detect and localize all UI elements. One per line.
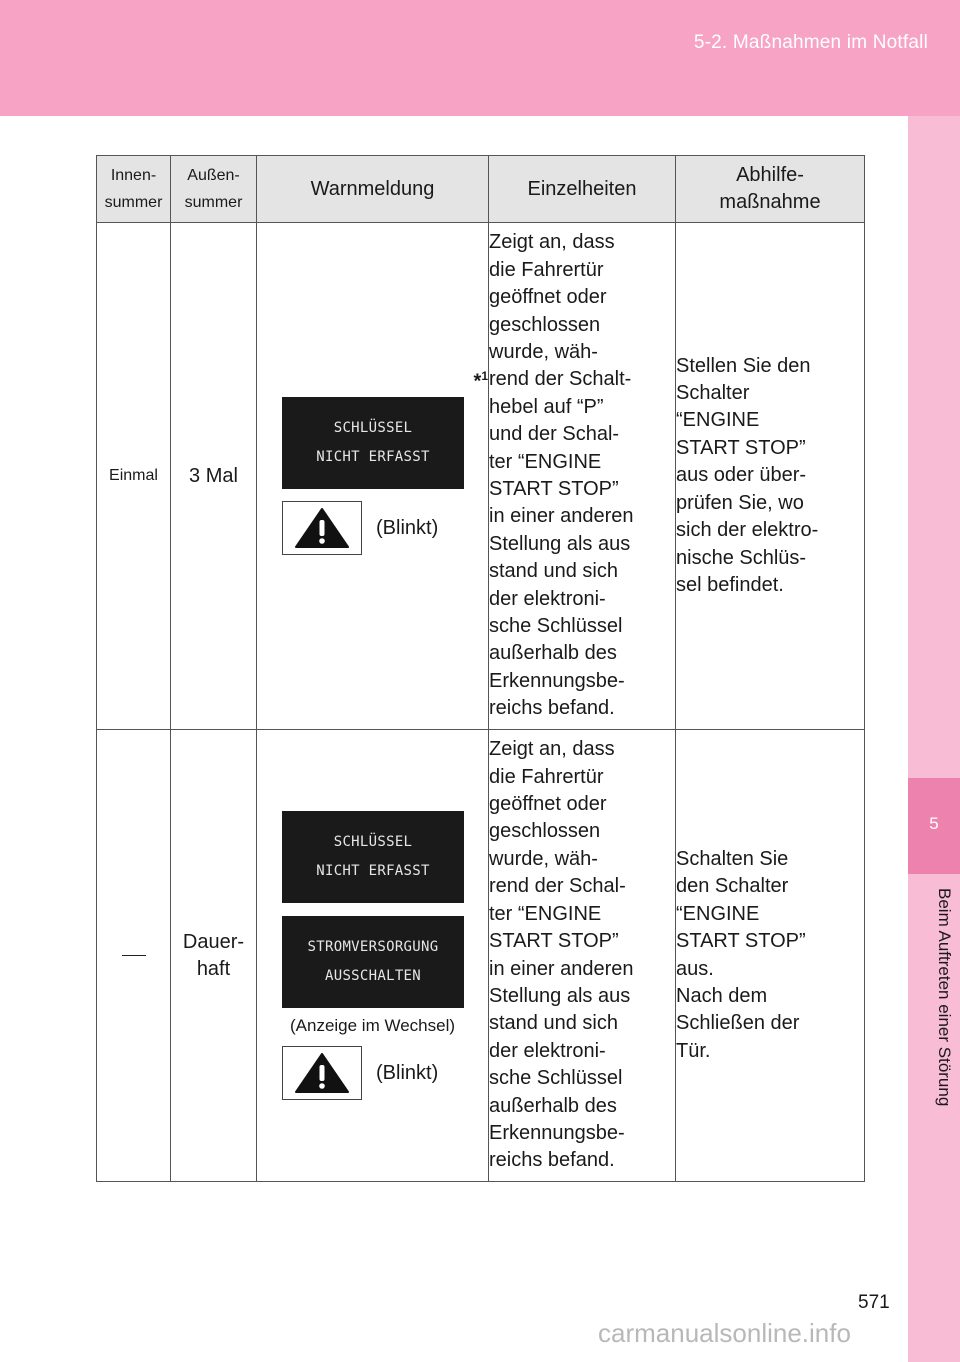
- details-line: sche Schlüssel: [489, 615, 623, 638]
- details-line: der elektroni-: [489, 1039, 606, 1062]
- remedy-line: START STOP”: [676, 436, 806, 459]
- details-line: hebel auf “P”: [489, 395, 604, 418]
- remedy-line: “ENGINE: [676, 902, 760, 925]
- remedy-line: Tür.: [676, 1039, 711, 1062]
- remedy-line: Stellen Sie den: [676, 354, 811, 377]
- page-number: 571: [858, 1292, 890, 1313]
- header-inner-line1: Innen-: [110, 167, 157, 184]
- table-row: [97, 730, 865, 1182]
- details-line: ter “ENGINE: [489, 902, 602, 925]
- details-line: geschlossen: [489, 820, 601, 843]
- details-cell: [489, 730, 676, 1182]
- remedy-line: den Schalter: [676, 875, 789, 898]
- chapter-side-strip: [908, 116, 960, 1362]
- alternate-note: (Anzeige im Wechsel): [289, 1016, 456, 1035]
- watermark: carmanualsonline.info: [598, 1318, 851, 1348]
- details-line: die Fahrertür: [489, 765, 604, 788]
- message-cell: [257, 730, 489, 1182]
- details-line: Zeigt an, dass: [489, 738, 615, 761]
- details-line: wurde, wäh-: [489, 340, 598, 363]
- display-key-not-detected: [282, 811, 464, 903]
- none-dash: [122, 955, 146, 956]
- remedy-line: START STOP”: [676, 930, 806, 953]
- warning-indicator: [282, 501, 488, 555]
- remedy-line: nische Schlüs-: [676, 546, 807, 569]
- header-remedy-line1: Abhilfe-: [736, 164, 804, 186]
- display-line: SCHLÜSSEL: [333, 834, 413, 850]
- details-line: außerhalb des: [489, 1094, 617, 1117]
- details-line: in einer anderen: [489, 505, 634, 528]
- details-line: Stellung als aus: [489, 984, 631, 1007]
- header-details: Einzelheiten: [489, 156, 676, 223]
- details-line: reichs befand.: [489, 1149, 615, 1172]
- details-line: wurde, wäh-: [489, 847, 598, 870]
- chapter-title: Beim Auftreten einer Störung: [935, 888, 954, 1107]
- details-line: rend der Schal-: [489, 875, 626, 898]
- details-cell: [489, 223, 676, 730]
- inner-buzzer-cell: [97, 730, 171, 1182]
- outer-buzzer-line: Dauer-: [182, 930, 245, 953]
- table-header-row: [97, 156, 865, 223]
- message-cell: [257, 223, 489, 730]
- remedy-cell: [676, 730, 865, 1182]
- display-line: SCHLÜSSEL: [333, 420, 413, 436]
- warning-table: [96, 155, 865, 1182]
- remedy-line: “ENGINE: [676, 409, 760, 432]
- header-remedy-line2: maßnahme: [719, 191, 821, 213]
- header-outer-line1: Außen-: [187, 167, 240, 184]
- remedy-line: Nach dem: [676, 984, 768, 1007]
- remedy-line: prüfen Sie, wo: [676, 491, 804, 514]
- outer-buzzer-cell: [171, 730, 257, 1182]
- remedy-line: aus.: [676, 957, 714, 980]
- inner-buzzer-cell: Einmal: [97, 223, 171, 730]
- display-power-off: [282, 916, 464, 1008]
- warning-indicator: [282, 1046, 488, 1100]
- table-row: [97, 223, 865, 730]
- remedy-line: Schalten Sie: [676, 847, 789, 870]
- display-key-not-detected: [282, 397, 464, 489]
- display-group: [257, 811, 488, 1100]
- remedy-line: sel befindet.: [676, 573, 784, 596]
- details-line: und der Schal-: [489, 423, 620, 446]
- chapter-tab: [908, 778, 960, 874]
- details-line: stand und sich: [489, 560, 618, 583]
- details-line: geöffnet oder: [489, 793, 607, 816]
- section-title: 5-2. Maßnahmen im Notfall: [693, 32, 928, 53]
- details-line: START STOP”: [489, 930, 619, 953]
- details-line: START STOP”: [489, 478, 619, 500]
- details-line: reichs befand.: [489, 697, 615, 720]
- display-line: NICHT ERFASST: [316, 449, 430, 465]
- details-line: Erkennungsbe-: [489, 669, 625, 692]
- header-message: Warnmeldung: [257, 156, 489, 223]
- outer-buzzer-line: haft: [196, 957, 231, 980]
- details-line: stand und sich: [489, 1012, 618, 1035]
- exclamation-triangle-icon: [282, 1046, 362, 1100]
- display-group: [257, 369, 488, 555]
- details-line: die Fahrertür: [489, 258, 604, 281]
- details-line: geschlossen: [489, 313, 601, 336]
- header-inner-line2: summer: [104, 194, 163, 211]
- blink-note: (Blinkt): [376, 1061, 439, 1084]
- exclamation-triangle-icon: [282, 501, 362, 555]
- page-header: [0, 0, 960, 116]
- header-inner-buzzer: [97, 156, 171, 223]
- display-line: NICHT ERFASST: [316, 863, 430, 879]
- details-line: Erkennungsbe-: [489, 1121, 625, 1144]
- chapter-number: 5: [929, 814, 939, 833]
- header-outer-buzzer: [171, 156, 257, 223]
- footnote-number: 1: [481, 369, 488, 383]
- details-line: rend der Schalt-: [489, 368, 632, 391]
- remedy-line: Schließen der: [676, 1012, 800, 1035]
- details-line: der elektroni-: [489, 587, 606, 610]
- details-line: geöffnet oder: [489, 286, 607, 309]
- outer-buzzer-cell: 3 Mal: [171, 223, 257, 730]
- remedy-line: Schalter: [676, 382, 750, 405]
- header-outer-line2: summer: [184, 194, 243, 211]
- blink-note: (Blinkt): [376, 516, 439, 539]
- remedy-line: aus oder über-: [676, 464, 807, 487]
- footnote-marker: [474, 369, 488, 394]
- details-line: Stellung als aus: [489, 532, 631, 555]
- remedy-cell: [676, 223, 865, 730]
- details-line: außerhalb des: [489, 642, 617, 665]
- remedy-line: sich der elektro-: [676, 519, 819, 542]
- details-line: sche Schlüssel: [489, 1067, 623, 1090]
- footnote-star: *: [473, 370, 482, 393]
- display-line: STROMVERSORGUNG: [307, 939, 439, 955]
- header-remedy: [676, 156, 865, 223]
- details-line: ter “ENGINE: [489, 450, 602, 473]
- display-line: AUSSCHALTEN: [324, 968, 422, 984]
- details-line: Zeigt an, dass: [489, 231, 615, 254]
- details-line: in einer anderen: [489, 957, 634, 980]
